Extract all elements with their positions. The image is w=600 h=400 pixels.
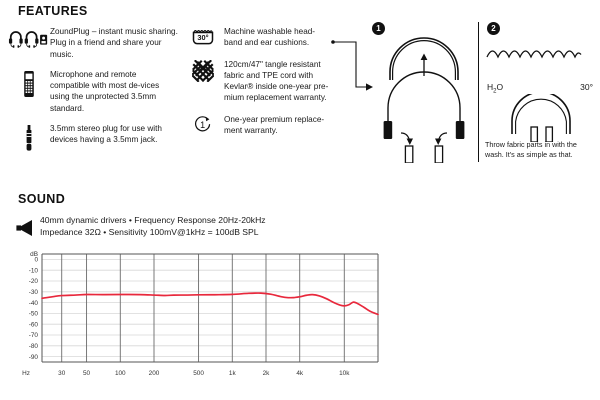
svg-text:30°: 30°	[197, 33, 209, 43]
svg-text:-90: -90	[28, 353, 38, 361]
headphones-sharing-icon	[8, 26, 50, 49]
features-column-right	[182, 26, 330, 136]
svg-text:-40: -40	[28, 299, 38, 307]
speaker-icon	[14, 218, 36, 238]
svg-text:-80: -80	[28, 343, 38, 350]
feature-text-stereo-plug: 3.5mm stereo plug for use with devices having a 3.5mm jack.	[50, 124, 162, 145]
wash-tub-30-icon	[182, 26, 224, 47]
media-device-icon	[40, 35, 47, 45]
h2o-o: O	[496, 82, 504, 92]
svg-text:500: 500	[193, 370, 204, 377]
woven-fabric-icon	[182, 59, 224, 82]
panel-1-badge: 1	[372, 22, 385, 35]
one-year-warranty-icon	[182, 114, 224, 135]
chart-y-axis-title: dB	[30, 251, 38, 258]
svg-text:100: 100	[114, 370, 126, 377]
feature-item-tangle-resistant	[182, 59, 330, 104]
svg-text:-30: -30	[28, 289, 38, 296]
mobile-phone-icon	[8, 69, 50, 100]
svg-text:4k: 4k	[296, 370, 304, 377]
svg-text:-60: -60	[28, 321, 38, 329]
feature-item-microphone	[8, 69, 178, 114]
stereo-plug-icon	[8, 123, 50, 152]
feature-item-stereo-plug	[8, 123, 178, 152]
feature-text-zoundplug: ZoundPlug – instant music sharing. Plug in a friend and share your music.	[50, 27, 178, 59]
headband-in-wash-illustration	[499, 94, 585, 142]
panel-2-badge: 2	[487, 22, 500, 35]
feature-text-warranty: One-year premium replace-ment warranty.	[224, 114, 325, 136]
feature-text-machine-washable: Machine washable head-band and ear cushions.	[224, 27, 316, 48]
svg-text:50: 50	[83, 370, 91, 377]
water-waves-icon	[485, 44, 593, 62]
feature-text-microphone: Microphone and remote compatible with most de-vices using the unprotected 3.5mm standard.	[50, 69, 160, 113]
h2o-h: H	[487, 82, 494, 92]
wash-panel-caption: Throw fabric parts in with the wash. It's as simple as that.	[485, 140, 577, 159]
svg-text:-20: -20	[28, 278, 38, 286]
svg-text:0: 0	[34, 256, 38, 264]
frequency-response-curve	[42, 293, 378, 314]
chart-y-axis-labels	[29, 257, 39, 361]
frequency-response-chart	[0, 244, 420, 384]
svg-text:1k: 1k	[228, 370, 236, 377]
sound-section-title: SOUND	[18, 192, 66, 206]
feature-item-machine-washable	[182, 26, 330, 49]
wash-panel	[485, 22, 595, 172]
feature-text-tangle-resistant: 120cm/47" tangle resistant fabric and TPE cord with Kevlar® inside one-year pre-mium replacement warranty.	[224, 59, 329, 103]
svg-text:-70: -70	[28, 332, 38, 340]
svg-text:-10: -10	[28, 267, 38, 275]
svg-text:1: 1	[200, 119, 206, 130]
features-column-left	[8, 26, 178, 152]
wash-temperature-label: 30°	[580, 82, 593, 92]
chart-x-axis-labels	[58, 370, 350, 377]
h2o-label	[487, 82, 503, 95]
svg-text:200: 200	[148, 370, 160, 377]
feature-item-warranty	[182, 114, 330, 137]
chart-x-axis-title: Hz	[22, 370, 30, 377]
svg-text:-50: -50	[28, 310, 38, 318]
headphone-disassembly-illustration	[374, 28, 474, 163]
feature-item-zoundplug	[8, 26, 178, 60]
svg-text:30: 30	[58, 370, 66, 377]
chart-grid-minor	[42, 259, 378, 356]
panel-divider	[478, 22, 479, 162]
sound-specifications	[40, 214, 360, 238]
features-section-title: FEATURES	[18, 4, 88, 18]
headband-removal-panel	[368, 22, 478, 167]
sound-spec-line-1: 40mm dynamic drivers • Frequency Response 20Hz-20kHz	[40, 215, 266, 225]
svg-text:10k: 10k	[339, 370, 350, 377]
svg-text:2k: 2k	[262, 370, 270, 377]
h2o-sub: 2	[493, 88, 497, 95]
sound-spec-line-2: Impedance 32Ω • Sensitivity 100mV@1kHz = 100dB SPL	[40, 227, 259, 238]
